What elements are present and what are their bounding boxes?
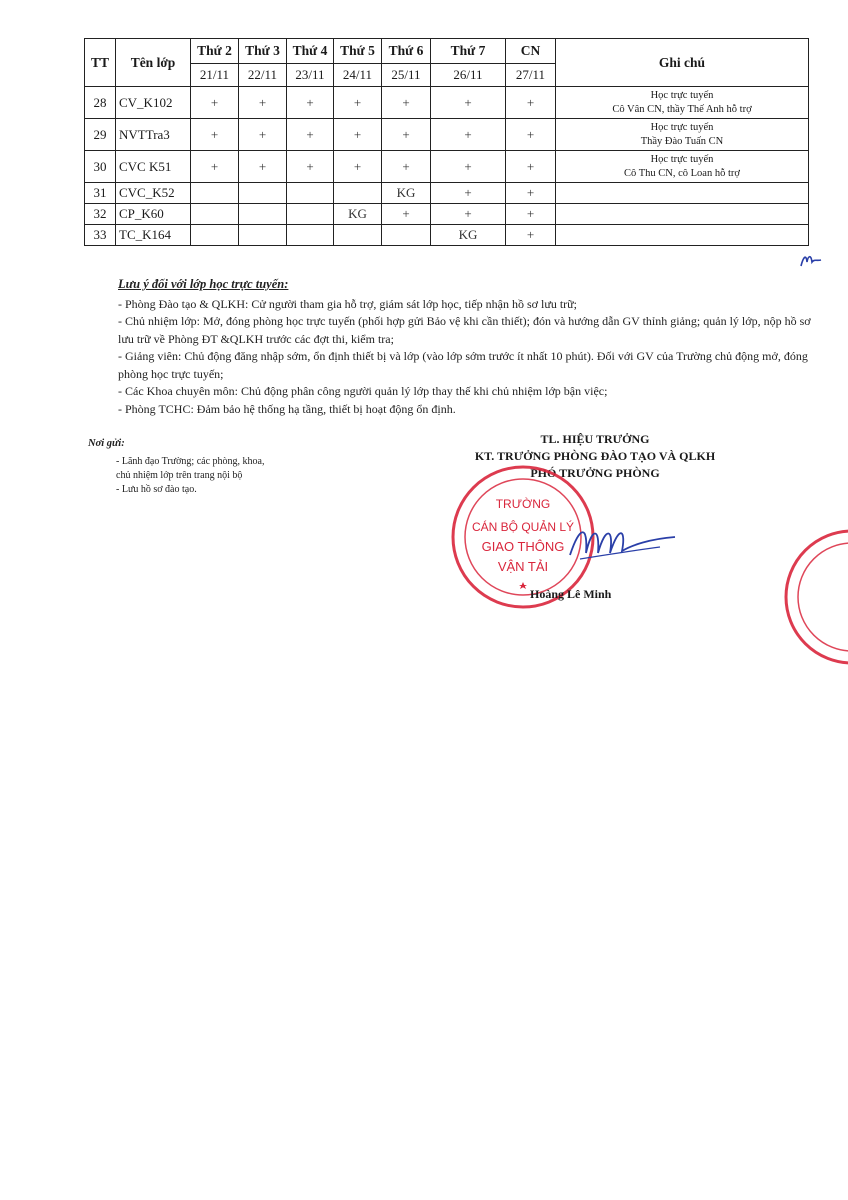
header-day: Thứ 2 [191, 39, 239, 64]
note-line: Học trực tuyến [650, 89, 714, 101]
day-mark [382, 225, 431, 246]
row-number: 30 [85, 151, 116, 183]
header-day: Thứ 7 [431, 39, 506, 64]
note-item: - Phòng TCHC: Đảm bảo hệ thống hạ tầng, thiết bị hoạt động ổn định. [118, 401, 456, 416]
table-row [85, 204, 809, 225]
note-item: - Các Khoa chuyên môn: Chủ động phân công người quản lý lớp thay thế khi chủ nhiệm lớp bận việc; [118, 384, 608, 398]
table-row [85, 225, 809, 246]
note-cell [556, 151, 809, 183]
header-day: Thứ 3 [239, 39, 287, 64]
note-cell [556, 119, 809, 151]
day-mark: + [239, 87, 287, 119]
table-row [85, 183, 809, 204]
day-mark: + [506, 183, 556, 204]
class-name: CV_K102 [116, 87, 191, 119]
day-mark: + [287, 151, 334, 183]
note-cell [556, 225, 809, 246]
note-line: Thầy Đào Tuấn CN [640, 135, 724, 147]
row-number: 33 [85, 225, 116, 246]
seal-line: TRƯỜNG [495, 497, 551, 511]
table-row [85, 87, 809, 119]
day-mark [239, 183, 287, 204]
day-mark: + [431, 87, 506, 119]
day-mark: + [382, 204, 431, 225]
day-mark [287, 204, 334, 225]
star-icon [519, 582, 527, 589]
header-row [85, 39, 809, 64]
header-day: Thứ 5 [334, 39, 382, 64]
day-mark: KG [431, 225, 506, 246]
note-item: - Phòng Đào tạo & QLKH: Cử người tham gia hỗ trợ, giám sát lớp học, tiếp nhận hồ sơ lưu trữ; [118, 296, 578, 311]
header-date: 27/11 [506, 64, 556, 87]
signature-line: KT. TRƯỞNG PHÒNG ĐÀO TẠO VÀ QLKH [474, 449, 716, 463]
day-mark: + [191, 87, 239, 119]
header-class: Tên lớp [116, 39, 191, 87]
signer-name: Hoàng Lê Minh [530, 587, 612, 601]
notes-heading: Lưu ý đối với lớp học trực tuyến: [118, 277, 289, 291]
header-day: Thứ 6 [382, 39, 431, 64]
header-day: Thứ 4 [287, 39, 334, 64]
day-mark: + [334, 87, 382, 119]
day-mark [287, 183, 334, 204]
header-date: 21/11 [191, 64, 239, 87]
note-line: Học trực tuyến [650, 121, 714, 133]
note-cell [556, 87, 809, 119]
day-mark: + [506, 87, 556, 119]
header-note: Ghi chú [556, 39, 809, 87]
note-item: - Chủ nhiệm lớp: Mở, đóng phòng học trực tuyến (phối hợp gửi Bảo vệ khi cần thiết); đón và hướng dẫn GV thỉnh giảng; quản lý lớp, nộp hồ sơ lưu trữ về Phòng ĐT &QLKH trước các đợt thi, kiểm tra; [118, 314, 811, 346]
note-line: Học trực tuyến [650, 153, 714, 165]
day-mark [334, 225, 382, 246]
day-mark [287, 225, 334, 246]
day-mark: + [287, 119, 334, 151]
seal-line: VẬN TẢI [497, 559, 549, 574]
note-item: - Giảng viên: Chủ động đăng nhập sớm, ổn định thiết bị và lớp (vào lớp sớm trước ít nhất 10 phút). Đối với GV của Trường chủ động mở, đóng phòng học trực tuyến; [118, 349, 808, 381]
handwritten-signature [560, 515, 680, 575]
row-number: 32 [85, 204, 116, 225]
day-mark: KG [334, 204, 382, 225]
day-mark: KG [382, 183, 431, 204]
day-mark: + [239, 151, 287, 183]
table-row [85, 151, 809, 183]
day-mark: + [334, 119, 382, 151]
day-mark: + [506, 204, 556, 225]
schedule-table [84, 38, 809, 246]
day-mark: + [506, 151, 556, 183]
day-mark [239, 225, 287, 246]
day-mark: + [431, 204, 506, 225]
table-row [85, 119, 809, 151]
day-mark: + [287, 87, 334, 119]
note-line: Cô Vân CN, thầy Thế Anh hỗ trợ [612, 103, 752, 115]
day-mark [239, 204, 287, 225]
day-mark [191, 225, 239, 246]
day-mark [191, 183, 239, 204]
class-name: CP_K60 [116, 204, 191, 225]
row-number: 28 [85, 87, 116, 119]
day-mark [334, 183, 382, 204]
recipient-item: - Lưu hồ sơ đào tạo. [116, 484, 197, 495]
recipients-title: Nơi gửi: [88, 438, 125, 449]
class-name: CVC K51 [116, 151, 191, 183]
header-tt: TT [85, 39, 116, 87]
signature-line: PHÓ TRƯỞNG PHÒNG [530, 466, 660, 480]
day-mark: + [431, 119, 506, 151]
day-mark: + [191, 151, 239, 183]
day-mark: + [506, 119, 556, 151]
day-mark [191, 204, 239, 225]
note-cell [556, 204, 809, 225]
day-mark: + [382, 151, 431, 183]
initial-mark-icon [798, 250, 824, 270]
day-mark: + [334, 151, 382, 183]
signature-line: TL. HIỆU TRƯỞNG [540, 432, 650, 446]
note-cell [556, 183, 809, 204]
class-name: TC_K164 [116, 225, 191, 246]
day-mark: + [382, 119, 431, 151]
row-number: 31 [85, 183, 116, 204]
online-class-notes [118, 276, 813, 418]
day-mark: + [431, 183, 506, 204]
seal-line: CÁN BỘ QUẢN LÝ [471, 520, 575, 534]
header-date: 24/11 [334, 64, 382, 87]
day-mark: + [191, 119, 239, 151]
header-date: 25/11 [382, 64, 431, 87]
day-mark: + [382, 87, 431, 119]
class-name: CVC_K52 [116, 183, 191, 204]
partial-seal [772, 525, 848, 670]
seal-line: GIAO THÔNG [481, 539, 565, 554]
header-date: 22/11 [239, 64, 287, 87]
day-mark: + [431, 151, 506, 183]
recipient-item: - Lãnh đạo Trường; các phòng, khoa, chủ nhiệm lớp trên trang nội bộ [116, 456, 265, 481]
header-day: CN [506, 39, 556, 64]
recipients-block [88, 437, 288, 497]
header-date: 26/11 [431, 64, 506, 87]
day-mark: + [506, 225, 556, 246]
class-name: NVTTra3 [116, 119, 191, 151]
day-mark: + [239, 119, 287, 151]
note-line: Cô Thu CN, cô Loan hỗ trợ [624, 167, 740, 179]
header-date: 23/11 [287, 64, 334, 87]
row-number: 29 [85, 119, 116, 151]
